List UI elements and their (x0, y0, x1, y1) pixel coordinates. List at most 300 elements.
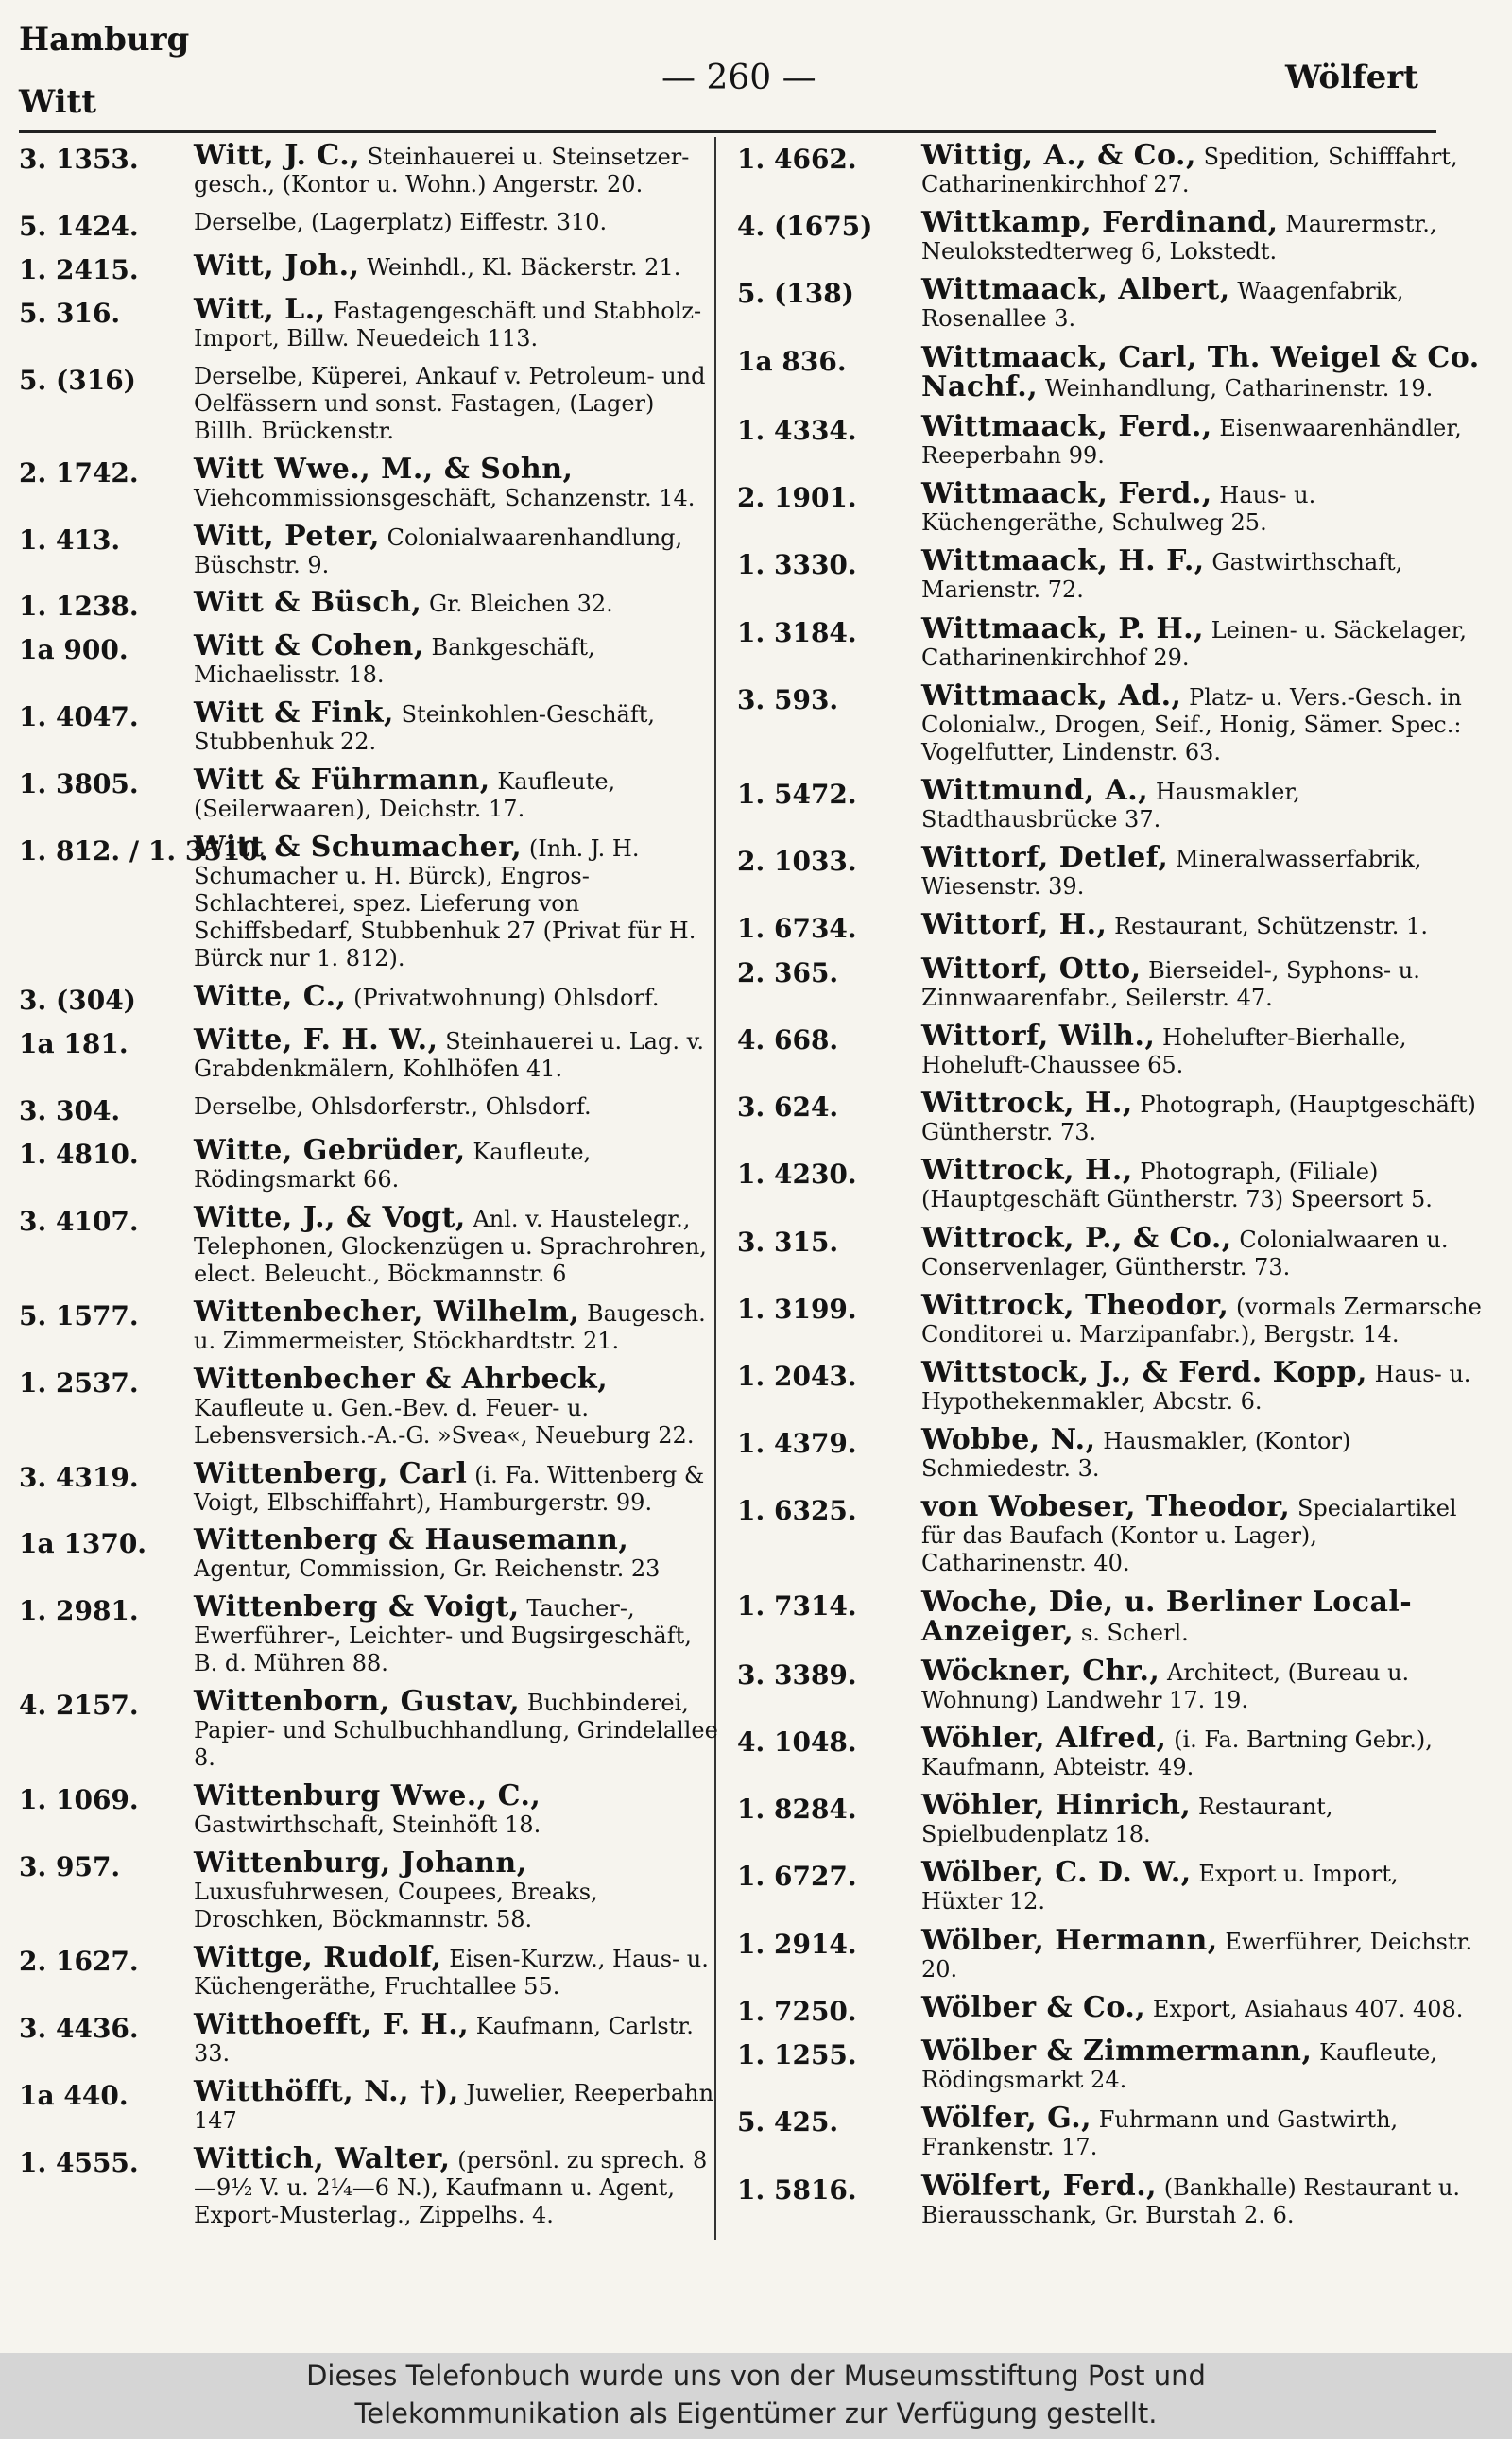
subscriber-name: Wobbe, N., (921, 1423, 1096, 1457)
phone-number: 1. 7250. (737, 1995, 857, 2027)
entry-text (194, 1133, 718, 1194)
subscriber-details: Haus- u. Küchengeräthe, Schulweg 25. (921, 482, 1316, 537)
subscriber-name: Wittenberg & Hausemann, (194, 1523, 629, 1557)
directory-entry (737, 1288, 1484, 1348)
phone-number: 1. 812. / 1. 3510. (19, 835, 268, 867)
subscriber-details: Fastagengeschäft und Stabholz-Import, Billw. Neuedeich 113. (194, 297, 702, 352)
entry-text (194, 1362, 718, 1450)
subscriber-details: Baugesch. u. Zimmermeister, Stöckhardtstr. 21. (194, 1299, 706, 1354)
subscriber-details: Architect, (Bureau u. Wohnung) Landwehr 17. 19. (921, 1658, 1410, 1713)
entry-text (921, 206, 1484, 266)
subscriber-details: Buchbinderei, Papier- und Schulbuchhandlung, Grindelallee 8. (194, 1690, 718, 1772)
directory-entry (737, 678, 1484, 766)
subscriber-name: Witte, F. H. W., (194, 1022, 438, 1056)
directory-entry (737, 2037, 1484, 2094)
directory-entry (737, 773, 1484, 833)
directory-entry (737, 1490, 1484, 1577)
entry-text (194, 980, 718, 1014)
entry-text (921, 544, 1484, 604)
entry-text (921, 1923, 1484, 1984)
entry-text (921, 2104, 1484, 2161)
phone-number: 1. 6727. (737, 1861, 857, 1893)
phone-number: 1. 1255. (737, 2039, 857, 2071)
directory-entry (737, 2104, 1484, 2161)
subscriber-name: Witt, J. C., (194, 139, 361, 172)
subscriber-details: Photograph, (Filiale) (Hauptgeschäft Güntherstr. 73) Speersort 5. (921, 1159, 1433, 1213)
phone-number: 1. 6734. (737, 913, 857, 945)
entry-text (921, 1490, 1484, 1577)
entry-text (194, 1523, 718, 1583)
entry-text (194, 1590, 718, 1677)
entry-text (921, 2037, 1484, 2094)
entry-text (194, 696, 718, 756)
subscriber-details: Steinhauerei u. Lag. v. Grabdenkmälern, Kohlhöfen 41. (194, 1027, 704, 1082)
directory-entry (737, 1221, 1484, 1281)
directory-entry (19, 1590, 718, 1677)
phone-number: 1. 4555. (19, 2146, 139, 2178)
directory-entry (737, 1856, 1484, 1915)
header-left-catchword: Witt (19, 83, 96, 121)
entry-text (921, 1355, 1484, 1416)
subscriber-name: Wittrock, H., (921, 1087, 1133, 1121)
phone-number: 1. 4379. (737, 1428, 857, 1460)
phone-number: 1a 440. (19, 2079, 129, 2111)
subscriber-details: Juwelier, Reeperbahn 147 (194, 2079, 714, 2134)
phone-number: 1. 1238. (19, 591, 139, 623)
subscriber-details: Restaurant, Spielbudenplatz 18. (921, 1794, 1333, 1848)
phone-number: 3. 4107. (19, 1205, 139, 1237)
entry-text (921, 1722, 1484, 1781)
subscriber-name: Wittmaack, H. F., (921, 544, 1205, 578)
entry-text (194, 1295, 718, 1355)
subscriber-name: Wittstock, J., & Ferd. Kopp, (921, 1355, 1367, 1389)
entry-text (921, 611, 1484, 672)
entry-text (194, 452, 718, 512)
directory-entry (737, 477, 1484, 537)
subscriber-details: Leinen- u. Säckelager, Catharinenkirchhof 29. (921, 616, 1468, 671)
subscriber-details: Kaufleute, Rödingsmarkt 66. (194, 1138, 592, 1193)
entry-text (921, 678, 1484, 766)
subscriber-name: Wittenborn, Gustav, (194, 1685, 521, 1719)
subscriber-name: Wölfer, G., (921, 2102, 1092, 2136)
phone-number: 1. 8284. (737, 1794, 857, 1826)
subscriber-details: Hohelufter-Bierhalle, Hoheluft-Chaussee 65. (921, 1023, 1407, 1078)
subscriber-name: Wölber, Hermann, (921, 1923, 1218, 1957)
phone-number: 3. 3389. (737, 1658, 857, 1691)
subscriber-details: (i. Fa. Bartning Gebr.), Kaufmann, Abteistr. 49. (921, 1726, 1433, 1781)
subscriber-name: Wittmaack, P. H., (921, 611, 1205, 645)
entry-text (194, 629, 718, 689)
entry-text (194, 519, 718, 579)
directory-entry (737, 1923, 1484, 1984)
entry-text (921, 1019, 1484, 1079)
phone-number: 1a 181. (19, 1027, 129, 1059)
entry-text (921, 1087, 1484, 1146)
phone-number: 1. 2043. (737, 1360, 857, 1392)
subscriber-details: Kaufleute, (Seilerwaaren), Deichstr. 17. (194, 768, 616, 823)
entry-text (921, 952, 1484, 1012)
entry-text (194, 1200, 718, 1288)
phone-number: 1. 2981. (19, 1595, 139, 1627)
directory-entry (19, 1779, 718, 1839)
directory-entry (19, 1685, 718, 1772)
phone-number: 5. 425. (737, 2106, 839, 2138)
phone-number: 4. (1675) (737, 211, 873, 243)
subscriber-details: Anl. v. Haustelegr., Telephonen, Glockenzügen u. Sprachrohren, elect. Beleucht., Böckmannstr. 6 (194, 1205, 707, 1287)
subscriber-details: Gastwirthschaft, Steinhöft 18. (194, 1812, 541, 1839)
page-number: — 260 — (662, 59, 816, 97)
subscriber-details: (Privatwohnung) Ohlsdorf. (353, 985, 660, 1012)
phone-number: 1. 5816. (737, 2173, 857, 2206)
subscriber-name: Wittenburg, Johann, (194, 1846, 527, 1881)
subscriber-details: Platz- u. Vers.-Gesch. in Colonialw., Drogen, Seif., Honig, Sämer. Spec.: Vogelfutter, Lindenstr. 63. (921, 683, 1462, 765)
subscriber-name: Wöhler, Hinrich, (921, 1789, 1192, 1823)
directory-entry (737, 206, 1484, 266)
subscriber-details: Taucher-, Ewerführer-, Leichter- und Bugsirgeschäft, B. d. Mühren 88. (194, 1595, 692, 1677)
subscriber-name: Witte, C., (194, 980, 347, 1014)
entry-text (194, 249, 718, 283)
subscriber-details: Colonialwaaren u. Conservenlager, Güntherstr. 73. (921, 1226, 1449, 1280)
subscriber-details: Specialartikel für das Baufach (Kontor u. Lager), Catharinenstr. 40. (921, 1495, 1457, 1577)
subscriber-details: (i. Fa. Wittenberg & Voigt, Elbschiffahrt), Hamburgerstr. 99. (194, 1461, 705, 1516)
subscriber-name: Wittenburg Wwe., C., (194, 1779, 541, 1813)
directory-entry (19, 292, 718, 352)
subscriber-name: Witthoefft, F. H., (194, 2007, 470, 2041)
phone-number: 4. 668. (737, 1023, 839, 1056)
phone-number: 1. 2415. (19, 253, 139, 285)
phone-number: 5. 1577. (19, 1299, 139, 1331)
phone-number: 3. 593. (737, 683, 839, 715)
subscriber-details: Derselbe, Küperei, Ankauf v. Petroleum- und Oelfässern und sonst. Fastagen, (Lager) Billh. Brückenstr. (194, 362, 706, 444)
entry-text (921, 1856, 1484, 1915)
subscriber-name: Wölber & Co., (921, 1990, 1146, 2024)
directory-entry (737, 273, 1484, 333)
entry-text (194, 1846, 718, 1933)
directory-entry (19, 519, 718, 579)
phone-number: 2. 1033. (737, 846, 857, 878)
directory-entry (19, 833, 718, 972)
phone-number: 1. 4334. (737, 414, 857, 446)
directory-entry (19, 1295, 718, 1355)
subscriber-name: Witt & Schumacher, (194, 831, 523, 865)
directory-entry (737, 2169, 1484, 2229)
phone-number: 1. 4662. (737, 144, 857, 175)
header-rule (19, 130, 1436, 133)
subscriber-details: Steinkohlen-Geschäft, Stubbenhuk 22. (194, 701, 656, 756)
directory-entry (737, 1585, 1484, 1648)
directory-entry (19, 209, 718, 242)
subscriber-details: (persönl. zu sprech. 8—9½ V. u. 2¼—6 N.), Kaufmann u. Agent, Export-Musterlag., Zippelhs. 4. (194, 2146, 708, 2228)
subscriber-details: Restaurant, Schützenstr. 1. (1114, 913, 1428, 940)
subscriber-name: Witthöfft, N., †), (194, 2074, 459, 2108)
entry-text (194, 1022, 718, 1083)
phone-number: 2. 1742. (19, 456, 139, 489)
footer-line-1: Dieses Telefonbuch wurde uns von der Museumsstiftung Post und (306, 2360, 1206, 2392)
directory-entry (19, 2141, 718, 2229)
subscriber-details: (Inh. J. H. Schumacher u. H. Bürck), Engros-Schlachterei, spez. Lieferung von Schiffsbedarf, Stubbenhuk 27 (Privat für H. Bürck nur 1. 812). (194, 835, 696, 972)
subscriber-details: Spedition, Schifffahrt, Catharinenkirchhof 27. (921, 144, 1458, 198)
subscriber-details: Bierseidel-, Syphons- u. Zinnwaarenfabr., Seilerstr. 47. (921, 956, 1420, 1011)
phone-number: 1. 2914. (737, 1928, 857, 1960)
subscriber-name: Wöhler, Alfred, (921, 1722, 1167, 1756)
entry-text (921, 409, 1484, 470)
subscriber-name: Witt, Peter, (194, 519, 381, 553)
subscriber-details: Fuhrmann und Gastwirth, Frankenstr. 17. (921, 2106, 1399, 2161)
footer-notice (0, 2353, 1512, 2439)
directory-entry (19, 766, 718, 823)
subscriber-details: Kaufleute, Rödingsmarkt 24. (921, 2039, 1437, 2094)
entry-text (194, 833, 718, 972)
phone-number: 3. 1353. (19, 144, 139, 175)
subscriber-name: Witt, L., (194, 292, 326, 326)
entry-text (921, 340, 1484, 404)
phone-number: 3. 304. (19, 1094, 121, 1126)
phone-number: 1a 836. (737, 345, 847, 377)
subscriber-details: Derselbe, (Lagerplatz) Eiffestr. 310. (194, 208, 608, 235)
entry-text (194, 766, 718, 823)
entry-text (921, 841, 1484, 901)
phone-number: 1. 6325. (737, 1495, 857, 1527)
header-city: Hamburg (19, 21, 190, 59)
entry-text (194, 1779, 718, 1839)
entry-text (921, 273, 1484, 333)
directory-entry (737, 1087, 1484, 1146)
directory-entry (19, 1846, 718, 1933)
directory-entry (19, 1200, 718, 1288)
subscriber-details: Kaufleute u. Gen.-Bev. d. Feuer- u. Lebensversich.-A.-G. »Svea«, Neueburg 22. (194, 1394, 695, 1449)
phone-number: 3. 4319. (19, 1461, 139, 1493)
subscriber-details: Viehcommissionsgeschäft, Schanzenstr. 14. (194, 484, 696, 511)
subscriber-name: Wittig, A., & Co., (921, 139, 1196, 172)
entry-text (194, 2141, 718, 2229)
subscriber-details: Gastwirthschaft, Marienstr. 72. (921, 549, 1403, 604)
directory-entry (19, 1093, 718, 1126)
subscriber-name: Wittmund, A., (921, 773, 1149, 807)
directory-entry (737, 1355, 1484, 1416)
subscriber-name: Wittrock, H., (921, 1154, 1133, 1188)
phone-number: 3. (304) (19, 985, 136, 1017)
subscriber-name: Wölber & Zimmermann, (921, 2035, 1313, 2069)
directory-entry (737, 1019, 1484, 1079)
phone-number: 2. 1627. (19, 1946, 139, 1978)
subscriber-name: Witt Wwe., M., & Sohn, (194, 452, 574, 486)
directory-entry (19, 696, 718, 756)
directory-entry (19, 1941, 718, 2001)
entry-text (194, 1941, 718, 2001)
phone-number: 2. 365. (737, 956, 839, 988)
subscriber-details: Eisen-Kurzw., Haus- u. Küchengeräthe, Fruchtallee 55. (194, 1946, 709, 2001)
subscriber-details: Hausmakler, (Kontor) Schmiedestr. 3. (921, 1428, 1351, 1483)
directory-entry (737, 1154, 1484, 1213)
directory-entry (737, 139, 1484, 198)
phone-number: 5. 1424. (19, 210, 139, 242)
subscriber-details: Haus- u. Hypothekenmakler, Abcstr. 6. (921, 1360, 1471, 1415)
subscriber-name: Wölber, C. D. W., (921, 1856, 1192, 1890)
phone-number: 1. 2537. (19, 1366, 139, 1399)
directory-entry (737, 1789, 1484, 1848)
entry-text (194, 586, 718, 620)
subscriber-details: Gr. Bleichen 32. (428, 591, 613, 618)
subscriber-name: Wittrock, Theodor, (921, 1288, 1229, 1322)
subscriber-name: Wittenbecher & Ahrbeck, (194, 1362, 609, 1396)
subscriber-details: (Bankhalle) Restaurant u. Bierausschank, Gr. Burstah 2. 6. (921, 2173, 1460, 2228)
directory-entry (19, 2007, 718, 2068)
phone-number: 4. 2157. (19, 1690, 139, 1722)
right-column (737, 139, 1484, 2240)
subscriber-details: Luxusfuhrwesen, Coupees, Breaks, Droschken, Böckmannstr. 58. (194, 1879, 598, 1933)
directory-entry (19, 1523, 718, 1583)
directory-entry (19, 2074, 718, 2135)
phone-number: 1. 4047. (19, 701, 139, 733)
entry-text (194, 1456, 718, 1517)
subscriber-details: Bankgeschäft, Michaelisstr. 18. (194, 634, 595, 689)
phone-number: 3. 957. (19, 1851, 121, 1883)
directory-entry (737, 611, 1484, 672)
phone-number: 1. 3805. (19, 768, 139, 800)
entry-text (194, 1685, 718, 1772)
subscriber-name: Woche, Die, u. Berliner Local-Anzeiger, (921, 1585, 1413, 1648)
phone-number: 1. 4230. (737, 1159, 857, 1191)
entry-text (921, 1654, 1484, 1714)
entry-text (921, 477, 1484, 537)
phone-number: 4. 1048. (737, 1726, 857, 1759)
directory-entry (737, 952, 1484, 1012)
directory-entry (737, 544, 1484, 604)
phone-number: 3. 624. (737, 1091, 839, 1124)
subscriber-name: Wittmaack, Ferd., (921, 477, 1212, 511)
directory-entry (19, 1133, 718, 1194)
subscriber-name: Wittmaack, Carl, Th. Weigel & Co. Nachf., (921, 340, 1480, 404)
directory-entry (19, 363, 718, 445)
subscriber-name: Wittich, Walter, (194, 2141, 451, 2175)
entry-text (194, 2007, 718, 2068)
entry-text (921, 1423, 1484, 1483)
phone-number: 1. 4810. (19, 1138, 139, 1170)
entry-text (921, 1154, 1484, 1213)
subscriber-details: Maurermstr., Neulokstedterweg 6, Lokstedt. (921, 211, 1437, 266)
directory-entry (19, 139, 718, 198)
phone-number: 5. (138) (737, 278, 854, 310)
directory-entry (19, 1362, 718, 1450)
directory-entry (19, 629, 718, 689)
subscriber-name: Wittmaack, Ad., (921, 678, 1182, 713)
entry-text (921, 1585, 1484, 1648)
subscriber-name: Wittorf, Detlef, (921, 841, 1169, 875)
subscriber-name: Wölfert, Ferd., (921, 2169, 1158, 2203)
subscriber-name: Wittenbecher, Wilhelm, (194, 1295, 580, 1329)
subscriber-name: von Wobeser, Theodor, (921, 1490, 1291, 1524)
directory-entry (737, 1722, 1484, 1781)
directory-entry (737, 841, 1484, 901)
entry-text (921, 1221, 1484, 1281)
subscriber-name: Wittrock, P., & Co., (921, 1221, 1232, 1255)
entry-text (921, 1288, 1484, 1348)
entry-text (921, 908, 1484, 942)
subscriber-name: Wittmaack, Albert, (921, 273, 1230, 307)
phone-number: 1a 900. (19, 634, 129, 666)
subscriber-name: Wittenberg, Carl (194, 1456, 468, 1490)
subscriber-details: Photograph, (Hauptgeschäft) Güntherstr. 73. (921, 1091, 1476, 1146)
subscriber-details: Steinhauerei u. Steinsetzer-gesch., (Kontor u. Wohn.) Angerstr. 20. (194, 144, 690, 198)
entry-text (194, 209, 718, 236)
phone-number: 1. 3199. (737, 1293, 857, 1325)
subscriber-name: Wöckner, Chr., (921, 1654, 1160, 1688)
directory-entry (19, 249, 718, 285)
directory-entry (19, 980, 718, 1017)
entry-text (921, 1789, 1484, 1848)
phone-number: 1. 5472. (737, 778, 857, 810)
phone-number: 3. 315. (737, 1226, 839, 1258)
subscriber-name: Witt & Fink, (194, 696, 394, 730)
directory-entry (19, 586, 718, 623)
subscriber-details: Weinhdl., Kl. Bäckerstr. 21. (367, 253, 681, 281)
subscriber-name: Wittorf, Wilh., (921, 1019, 1156, 1053)
entry-text (194, 363, 718, 445)
subscriber-details: Ewerführer, Deichstr. 20. (921, 1928, 1473, 1983)
entry-text (921, 1990, 1484, 2024)
subscriber-details: Colonialwaarenhandlung, Büschstr. 9. (194, 524, 683, 578)
subscriber-name: Witt & Büsch, (194, 586, 422, 620)
subscriber-name: Wittmaack, Ferd., (921, 409, 1212, 443)
directory-entry (737, 1654, 1484, 1714)
phone-number: 3. 4436. (19, 2012, 139, 2044)
directory-entry (19, 1022, 718, 1083)
subscriber-name: Witt, Joh., (194, 249, 360, 283)
directory-entry (737, 1990, 1484, 2027)
subscriber-details: s. Scherl. (1080, 1619, 1189, 1646)
phone-number: 1. 7314. (737, 1589, 857, 1622)
subscriber-details: (vormals Zermarsche Conditorei u. Marzipanfabr.), Bergstr. 14. (921, 1293, 1482, 1348)
entry-text (194, 1093, 718, 1121)
phone-number: 2. 1901. (737, 482, 857, 514)
subscriber-name: Wittenberg & Voigt, (194, 1590, 520, 1624)
subscriber-details: Hausmakler, Stadthausbrücke 37. (921, 778, 1300, 833)
subscriber-details: Waagenfabrik, Rosenallee 3. (921, 278, 1404, 333)
entry-text (921, 2169, 1484, 2229)
entry-text (194, 2074, 718, 2135)
directory-entry (19, 452, 718, 512)
phone-number: 1a 1370. (19, 1528, 147, 1560)
entry-text (921, 773, 1484, 833)
subscriber-details: Eisenwaarenhändler, Reeperbahn 99. (921, 414, 1462, 469)
left-column (19, 139, 718, 2240)
entry-text (194, 139, 718, 198)
entry-text (921, 139, 1484, 198)
subscriber-name: Witte, Gebrüder, (194, 1133, 466, 1167)
subscriber-name: Witt & Führmann, (194, 764, 490, 798)
subscriber-details: Export u. Import, Hüxter 12. (921, 1861, 1399, 1915)
subscriber-details: Agentur, Commission, Gr. Reichenstr. 23 (194, 1555, 661, 1583)
phone-number: 1. 413. (19, 524, 121, 556)
subscriber-name: Wittkamp, Ferdinand, (921, 206, 1279, 240)
directory-entry (19, 1456, 718, 1517)
subscriber-name: Witt & Cohen, (194, 629, 424, 663)
subscriber-details: Mineralwasserfabrik, Wiesenstr. 39. (921, 846, 1422, 901)
subscriber-details: Weinhandlung, Catharinenstr. 19. (1044, 374, 1434, 402)
subscriber-details: Kaufmann, Carlstr. 33. (194, 2012, 694, 2067)
directory-entry (737, 1423, 1484, 1483)
phone-number: 5. 316. (19, 297, 121, 329)
subscriber-name: Witte, J., & Vogt, (194, 1200, 466, 1234)
phone-number: 5. (316) (19, 364, 136, 396)
entry-text (194, 292, 718, 352)
footer-line-2: Telekommunikation als Eigentümer zur Verfügung gestellt. (354, 2397, 1158, 2430)
phone-number: 1. 3330. (737, 549, 857, 581)
phone-number: 1. 3184. (737, 616, 857, 648)
subscriber-details: Derselbe, Ohlsdorferstr., Ohlsdorf. (194, 1092, 592, 1120)
subscriber-name: Wittge, Rudolf, (194, 1941, 442, 1975)
directory-entry (737, 340, 1484, 404)
